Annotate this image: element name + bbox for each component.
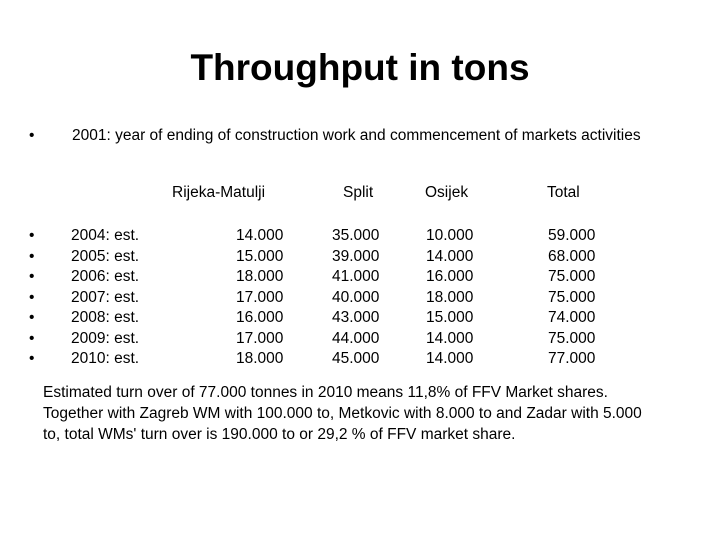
- table-row: [0, 247, 720, 268]
- table-row: [0, 267, 720, 288]
- cell-split: 35.000: [332, 227, 380, 244]
- bullet-marker: •: [29, 350, 35, 367]
- cell-osijek: 14.000: [426, 329, 474, 347]
- throughput-table: [0, 226, 720, 370]
- cell-split: 39.000: [332, 247, 380, 265]
- cell-osijek: 15.000: [426, 309, 474, 326]
- row-label: 2008: est.: [71, 309, 140, 326]
- cell-split: 41.000: [332, 268, 380, 285]
- cell-rijeka-matulji: 18.000: [236, 350, 284, 367]
- table-row: [0, 288, 720, 309]
- cell-osijek: 18.000: [426, 288, 474, 306]
- bullet-marker: •: [29, 247, 35, 265]
- bullet-marker: •: [29, 127, 35, 144]
- cell-rijeka-matulji: 15.000: [236, 247, 284, 265]
- column-header-rijeka-matulji: Rijeka-Matulji: [172, 184, 266, 201]
- cell-total: 75.000: [548, 268, 596, 285]
- row-label: 2007: est.: [71, 288, 140, 306]
- cell-rijeka-matulji: 16.000: [236, 309, 284, 326]
- cell-total: 77.000: [548, 350, 596, 367]
- row-label: 2005: est.: [71, 247, 140, 265]
- row-label: 2006: est.: [71, 268, 140, 285]
- cell-split: 45.000: [332, 350, 380, 367]
- cell-rijeka-matulji: 17.000: [236, 329, 284, 347]
- cell-rijeka-matulji: 18.000: [236, 268, 284, 285]
- cell-osijek: 14.000: [426, 350, 474, 367]
- cell-split: 44.000: [332, 329, 380, 347]
- cell-total: 59.000: [548, 227, 596, 244]
- cell-total: 75.000: [548, 288, 596, 306]
- bullet-marker: •: [29, 309, 35, 326]
- row-label: 2004: est.: [71, 227, 140, 244]
- cell-rijeka-matulji: 14.000: [236, 227, 284, 244]
- intro-bullet-item: [29, 127, 669, 144]
- cell-osijek: 14.000: [426, 247, 474, 265]
- table-row: [0, 226, 720, 247]
- column-header-split: Split: [343, 184, 374, 201]
- cell-total: 68.000: [548, 247, 596, 265]
- summary-paragraph: Estimated turn over of 77.000 tonnes in 2010 means 11,8% of FFV Market shares. Together with Zagreb WM with 100.000 to, Metkovic with 8.000 to and Zadar with 5.000 to, total WMs' turn over is 190.000 to or 29,2 % of FFV market share.: [43, 384, 642, 443]
- cell-rijeka-matulji: 17.000: [236, 288, 284, 306]
- row-label: 2009: est.: [71, 329, 140, 347]
- bullet-marker: •: [29, 227, 35, 244]
- intro-text: 2001: year of ending of construction work and commencement of markets activities: [72, 127, 641, 144]
- cell-osijek: 10.000: [426, 227, 474, 244]
- slide-title: Throughput in tons: [190, 47, 530, 88]
- cell-split: 40.000: [332, 288, 380, 306]
- table-row: [0, 308, 720, 329]
- cell-total: 74.000: [548, 309, 596, 326]
- bullet-marker: •: [29, 268, 35, 285]
- bullet-marker: •: [29, 288, 35, 306]
- cell-split: 43.000: [332, 309, 380, 326]
- bullet-marker: •: [29, 329, 35, 347]
- row-label: 2010: est.: [71, 350, 140, 367]
- table-row: [0, 349, 720, 370]
- table-row: [0, 329, 720, 350]
- column-header-total: Total: [547, 184, 580, 201]
- column-header-osijek: Osijek: [425, 184, 469, 201]
- cell-osijek: 16.000: [426, 268, 474, 285]
- cell-total: 75.000: [548, 329, 596, 347]
